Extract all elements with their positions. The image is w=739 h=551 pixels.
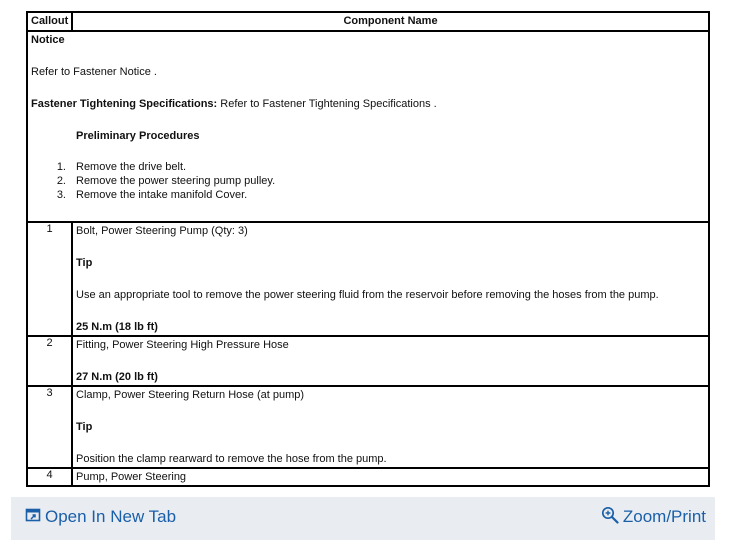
open-in-new-tab-label: Open In New Tab (45, 507, 177, 526)
component-cell (72, 222, 709, 336)
component-name: Bolt, Power Steering Pump (Qty: 3) (76, 225, 248, 237)
procedure-step: 2. Remove the power steering pump pulley. (56, 175, 276, 187)
fastener-spec-text: Refer to Fastener Tightening Specifications . (217, 98, 437, 110)
fastener-notice-ref: Refer to Fastener Notice . (31, 66, 157, 78)
table-header-row (27, 12, 709, 31)
table-row (27, 222, 709, 336)
procedure-steps (31, 160, 705, 202)
zoom-print-label: Zoom/Print (622, 507, 706, 526)
open-new-tab-icon (25, 507, 45, 528)
callout-number: 1 (27, 222, 72, 336)
callout-number: 2 (27, 336, 72, 386)
torque-spec: 25 N.m (18 lb ft) (76, 321, 158, 333)
tip-label: Tip (76, 257, 93, 269)
component-name: Pump, Power Steering (76, 471, 187, 483)
notice-row (27, 31, 709, 222)
zoom-in-icon (601, 506, 623, 529)
content-frame (11, 0, 715, 540)
table-row (27, 386, 709, 468)
tip-text: Use an appropriate tool to remove the power steering fluid from the reservoir before removing the hoses from the pump. (76, 289, 659, 301)
tip-text: Position the clamp rearward to remove the hose from the pump. (76, 453, 387, 465)
component-cell (72, 336, 709, 386)
notice-cell (27, 31, 709, 222)
table-row (27, 468, 709, 486)
callout-number: 3 (27, 386, 72, 468)
procedure-step: 1. Remove the drive belt. (56, 161, 187, 173)
document-area (11, 0, 715, 497)
component-name: Clamp, Power Steering Return Hose (at pump) (76, 389, 305, 401)
fastener-spec-label: Fastener Tightening Specifications: (31, 98, 218, 110)
table-row (27, 336, 709, 386)
callout-header: Callout (27, 12, 72, 31)
torque-spec: 27 N.m (20 lb ft) (76, 371, 158, 383)
component-cell (72, 468, 709, 486)
zoom-print-link[interactable] (601, 507, 706, 527)
callout-number: 4 (27, 468, 72, 486)
tip-label: Tip (76, 421, 93, 433)
component-cell (72, 386, 709, 468)
component-name: Fitting, Power Steering High Pressure Hose (76, 339, 289, 351)
open-in-new-tab-link[interactable] (25, 507, 176, 527)
component-name-header: Component Name (72, 12, 709, 31)
preliminary-procedures-title: Preliminary Procedures (76, 130, 200, 142)
fastener-spec-line (31, 96, 705, 112)
procedure-step: 3. Remove the intake manifold Cover. (56, 189, 248, 201)
notice-title: Notice (31, 34, 65, 46)
component-table (26, 11, 710, 487)
footer-bar (11, 497, 715, 540)
